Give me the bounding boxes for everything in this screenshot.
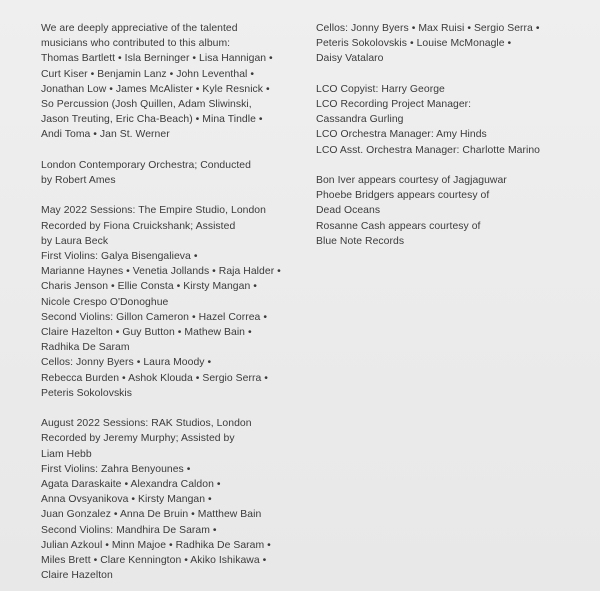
- left-credit-line: Charis Jenson • Ellie Consta • Kirsty Mangan •: [41, 281, 257, 293]
- left-credit-line: Jason Treuting, Eric Cha-Beach) • Mina Tindle •: [41, 114, 263, 126]
- left-credit-line: by Laura Beck: [41, 235, 109, 247]
- right-credit-line: Daisy Vatalaro: [316, 53, 384, 65]
- right-credit-line: Dead Oceans: [316, 205, 381, 217]
- left-credit-spacer: [41, 188, 309, 203]
- left-credit-line: Recorded by Fiona Cruickshank; Assisted: [41, 220, 236, 232]
- left-credit-line: Liam Hebb: [41, 448, 92, 460]
- left-credit-line: Cellos: Jonny Byers • Laura Moody •: [41, 357, 212, 369]
- left-credit-line: Recorded by Jeremy Murphy; Assisted by: [41, 433, 235, 445]
- right-credit-line: Bon Iver appears courtesy of Jagjaguwar: [316, 175, 507, 186]
- right-credit-line: LCO Copyist: Harry George: [316, 83, 445, 95]
- right-credit-line: Rosanne Cash appears courtesy of: [316, 220, 481, 232]
- left-credit-line: Agata Daraskaite • Alexandra Caldon •: [41, 479, 221, 491]
- left-credit-spacer: [41, 401, 309, 416]
- right-credit-line: LCO Asst. Orchestra Manager: Charlotte Marino: [316, 144, 541, 156]
- right-credit-spacer: [316, 158, 586, 173]
- left-credit-line: by Robert Ames: [41, 175, 116, 187]
- left-credit-line: Jonathan Low • James McAlister • Kyle Resnick •: [41, 83, 270, 95]
- right-credit-spacer: [316, 67, 586, 82]
- left-credit-line: Peteris Sokolovskis: [41, 387, 133, 399]
- left-credit-line: So Percussion (Josh Quillen, Adam Sliwinski,: [41, 99, 252, 111]
- left-credit-line: First Violins: Zahra Benyounes •: [41, 463, 191, 475]
- right-credit-line: LCO Orchestra Manager: Amy Hinds: [316, 129, 487, 141]
- credits-left-column: [41, 21, 309, 583]
- right-credit-line: LCO Recording Project Manager:: [316, 99, 472, 110]
- right-credit-line: Cassandra Gurling: [316, 114, 404, 126]
- left-credit-spacer: [41, 143, 309, 158]
- left-credit-line: musicians who contributed to this album:: [41, 38, 231, 50]
- left-credit-line: Radhika De Saram: [41, 342, 130, 354]
- left-credit-line: Anna Ovsyanikova • Kirsty Mangan •: [41, 494, 212, 506]
- left-credit-line: Marianne Haynes • Venetia Jollands • Raja Halder •: [41, 266, 281, 278]
- right-credit-line: Phoebe Bridgers appears courtesy of: [316, 190, 490, 202]
- left-credit-line: Claire Hazelton: [41, 570, 113, 582]
- left-credit-line: Second Violins: Mandhira De Saram •: [41, 524, 217, 536]
- left-credit-line: Andi Toma • Jan St. Werner: [41, 129, 170, 141]
- left-credit-line: First Violins: Galya Bisengalieva •: [41, 251, 198, 263]
- left-credit-line: Nicole Crespo O'Donoghue: [41, 296, 169, 308]
- left-credit-line: Julian Azkoul • Minn Majoe • Radhika De Saram •: [41, 539, 271, 551]
- left-credit-line: Rebecca Burden • Ashok Klouda • Sergio Serra •: [41, 372, 268, 384]
- left-credit-line: Thomas Bartlett • Isla Berninger • Lisa Hannigan •: [41, 53, 273, 65]
- right-credit-line: Peteris Sokolovskis • Louise McMonagle •: [316, 38, 512, 50]
- left-credit-line: August 2022 Sessions: RAK Studios, London: [41, 418, 252, 430]
- left-credit-line: Curt Kiser • Benjamin Lanz • John Leventhal •: [41, 68, 255, 80]
- credits-right-column: [316, 21, 586, 249]
- left-credit-line: Juan Gonzalez • Anna De Bruin • Matthew Bain: [41, 509, 262, 521]
- left-credit-line: Claire Hazelton • Guy Button • Mathew Bain •: [41, 327, 252, 339]
- left-credit-line: London Contemporary Orchestra; Conducted: [41, 159, 251, 171]
- right-credit-line: Cellos: Jonny Byers • Max Ruisi • Sergio Serra •: [316, 23, 540, 34]
- left-credit-line: Miles Brett • Clare Kennington • Akiko Ishikawa •: [41, 555, 267, 567]
- left-credit-line: May 2022 Sessions: The Empire Studio, London: [41, 205, 266, 217]
- left-credit-line: We are deeply appreciative of the talented: [41, 23, 238, 34]
- left-credit-line: Second Violins: Gillon Cameron • Hazel Correa •: [41, 311, 268, 323]
- right-credit-line: Blue Note Records: [316, 235, 405, 247]
